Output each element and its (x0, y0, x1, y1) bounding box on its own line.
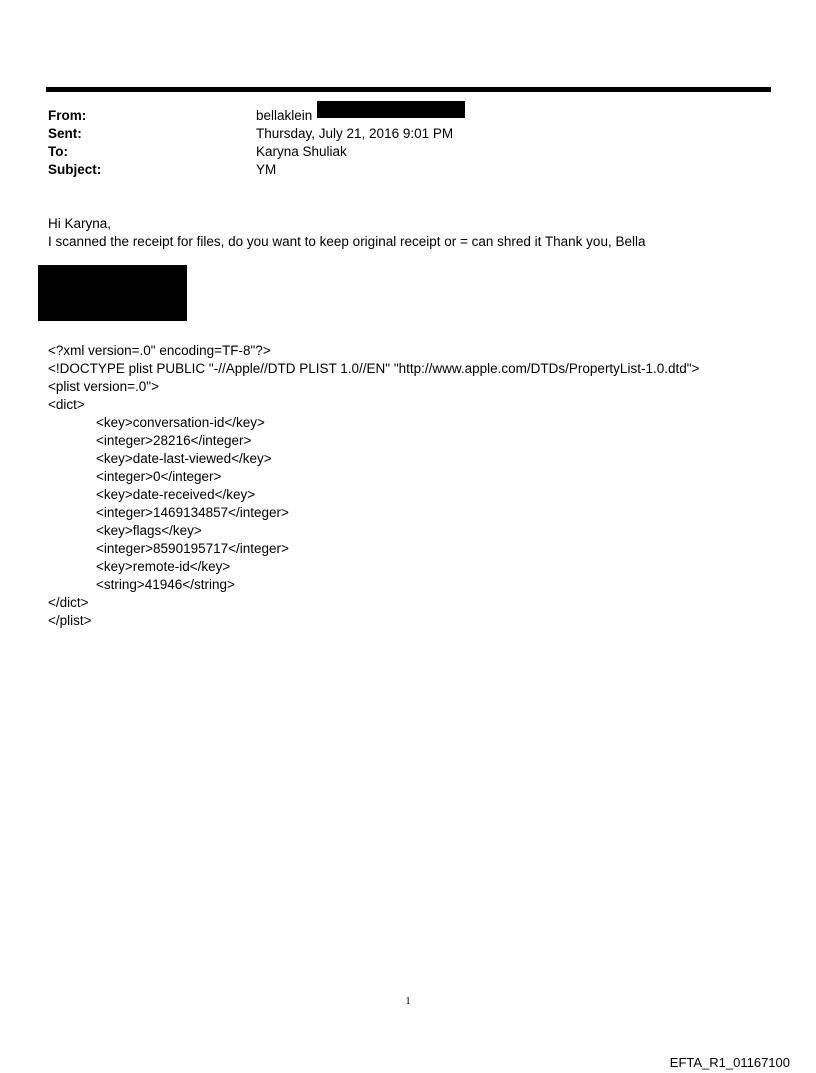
header-row-subject (48, 161, 748, 179)
to-label: To: (48, 144, 68, 159)
subject-value: YM (256, 162, 277, 177)
xml-line: <integer>0</integer> (96, 469, 222, 484)
header-row-sent (48, 125, 748, 143)
message-text: I scanned the receipt for files, do you want to keep original receipt or = can shred it Thank you, Bella (48, 234, 646, 249)
xml-line: <?xml version=.0" encoding=TF-8"?> (48, 343, 271, 358)
bates-number: EFTA_R1_01167100 (669, 1055, 790, 1070)
xml-line: <integer>28216</integer> (96, 433, 252, 448)
xml-line: </dict> (48, 595, 89, 610)
page-number: 1 (405, 995, 411, 1007)
xml-line: <!DOCTYPE plist PUBLIC "-//Apple//DTD PLIST 1.0//EN" "http://www.apple.com/DTDs/PropertyList-1.0.dtd"> (48, 361, 700, 376)
to-value: Karyna Shuliak (256, 144, 347, 159)
xml-line: <key>date-received</key> (96, 487, 256, 502)
xml-line: <key>conversation-id</key> (96, 415, 265, 430)
email-body (48, 215, 645, 251)
greeting: Hi Karyna, (48, 216, 112, 231)
xml-line: <key>flags</key> (96, 523, 202, 538)
from-label: From: (48, 108, 87, 123)
sender-name: bellaklein (256, 108, 313, 123)
xml-plist-block (48, 342, 699, 630)
subject-label: Subject: (48, 162, 102, 177)
sent-label: Sent: (48, 126, 82, 141)
from-value (256, 107, 465, 125)
xml-line: <key>date-last-viewed</key> (96, 451, 272, 466)
xml-line: <string>41946</string> (96, 577, 235, 592)
header-row-from (48, 107, 748, 125)
xml-line: </plist> (48, 613, 92, 628)
xml-line: <plist version=.0"> (48, 379, 159, 394)
header-row-to (48, 143, 748, 161)
redaction-block (38, 265, 187, 321)
email-header (48, 107, 748, 179)
xml-line: <integer>8590195717</integer> (96, 541, 289, 556)
header-divider (46, 87, 771, 92)
xml-line: <dict> (48, 397, 85, 412)
xml-line: <key>remote-id</key> (96, 559, 231, 574)
redaction-bar (317, 101, 465, 118)
sent-value: Thursday, July 21, 2016 9:01 PM (256, 126, 454, 141)
xml-line: <integer>1469134857</integer> (96, 505, 289, 520)
